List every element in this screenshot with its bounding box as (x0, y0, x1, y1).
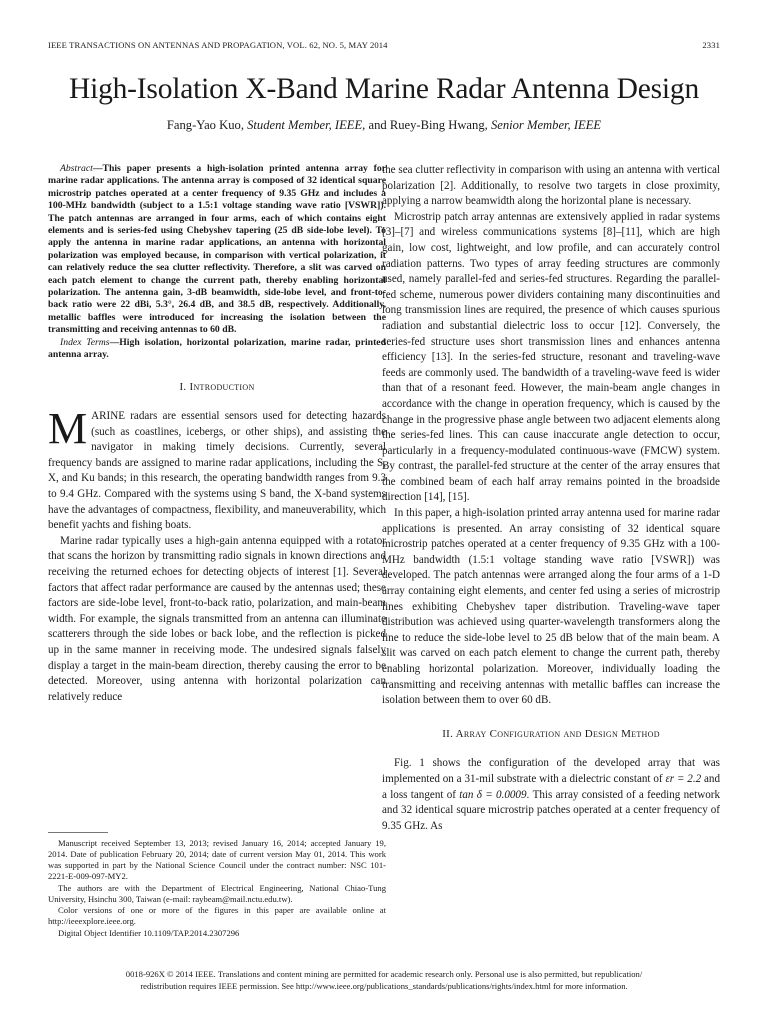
index-terms-label: Index Terms (60, 336, 110, 348)
s2-text-a: Fig. 1 shows the configuration of the developed array that was implemented on a 31-mil substrate with a dielectric constant of (382, 757, 720, 785)
intro-paragraph-1-text: ARINE radars are essential sensors used for detecting hazards (such as coastlines, icebergs, or other ships), and assisting the navigator in making timely decisions. Currently, several frequency bands are assigned to marine radar applications, including the S, X, and Ku bands; in this research, the operating bandwidth ranges from 9.3 to 9.4 GHz. Compared with the systems using S band, the X-band systems have the advantages of compactness, flexibility, and maneuverability, which benefit yachts and fishing boats. (48, 410, 386, 532)
loss-tangent-formula: tan δ = 0.0009 (459, 788, 527, 801)
abstract-dash: — (92, 163, 103, 174)
footnote-rule (48, 832, 108, 833)
index-terms (48, 337, 386, 362)
author-2-name: Ruey-Bing Hwang, (389, 118, 488, 132)
intro-paragraph-2: Marine radar typically uses a high-gain antenna equipped with a rotator that scans the horizon by transmitting radio signals in known directions and receiving the returned echoes for detecting objects of interest [1]. Several factors that affect radar performance are caused by the antennas used; these factors are side-lobe level, front-to-back ratio, polarization, and main-beam width. For example, the signals transmitted from an antenna can illuminate scatterers through the side lobes or back lobe, and the reflection is picked up in the same manner in receiving mode. The undesired signals falsely display a target in the main-beam direction, thereby causing the error to be detected. Moreover, using antenna with horizontal polarization can relatively reduce (48, 534, 386, 703)
drop-cap: M (48, 404, 88, 454)
footnote-color: Color versions of one or more of the figures in this paper are available online at http://ieeexplore.ieee.org. (48, 905, 386, 927)
intro-paragraph-2-cont: the sea clutter reflectivity in comparison with using an antenna with vertical polarization [2]. Additionally, to resolve two targets in close proximity, applying a narrow beamwidth along the horizontal plane is necessary. (382, 164, 720, 208)
abstract (48, 163, 386, 337)
copyright-notice (40, 968, 728, 992)
footnote-affiliation: The authors are with the Department of Electrical Engineering, National Chiao-Tung University, Hsinchu 300, Taiwan (e-mail: raybeam@mail.nctu.edu.tw). (48, 882, 386, 904)
copyright-line-1: 0018-926X © 2014 IEEE. Translations and content mining are permitted for academic research only. Personal use is also permitted, but republication/ (125, 969, 643, 979)
author-1-name: Fang-Yao Kuo, (166, 118, 244, 132)
footnotes (48, 838, 386, 940)
abstract-label: Abstract (60, 163, 93, 174)
running-header (48, 40, 720, 50)
paper-title: High-Isolation X-Band Marine Radar Antenna Design (68, 73, 700, 105)
author-1-role: Student Member, IEEE, (247, 118, 366, 132)
abstract-text: This paper presents a high-isolation printed antenna array for marine radar applications. The antenna array is composed of 32 identical square microstrip patches operated at a center frequency of 9.35 GHz and includes a 100-MHz bandwidth (subject to a 1.5:1 voltage standing wave ratio [VSWR]). The patch antennas are arranged in four arms, each of which contains eight elements and is series-fed using Chebyshev tapering (25 dB side-lobe level). To apply the antenna in marine radar applications, an antenna with horizontal polarization was employed because, in comparison with vertical polarization, it can relatively reduce the sea clutter reflectivity. Therefore, a slit was carved on each patch element to change the current path, thereby enabling horizontal polarization. The antenna gain, 3-dB beamwidth, side-lobe level, and front-to-back ratio were 22 dBi, 5.3°, 26.4 dB, and 38.5 dB, respectively. Additionally, metallic baffles were introduced for increasing the isolation between the transmitting and receiving antennas to 60 dB. (48, 163, 386, 336)
section-2-heading: II. Array Configuration and Design Method (442, 727, 660, 740)
left-column (48, 163, 386, 705)
author-2-role: Senior Member, IEEE (490, 118, 602, 132)
s2-text-b: and a loss tangent of (382, 772, 721, 801)
intro-paragraph-3: Microstrip patch array antennas are extensively applied in radar systems [3]–[7] and wireless communications systems [8]–[11], which are high gain, low cost, lightweight, and low profile, and can accurately control radiation patterns. Two types of array feeding structures are commonly used, namely parallel-fed and series-fed structures. Regarding the parallel-fed scheme, numerous power dividers containing many discontinuities and long transmission lines are required, the presence of which causes spurious radiation and substantial dielectric loss to occur [12]. Conversely, the series-fed structure uses short transmission lines and enhances antenna efficiency [13]. In the series-fed structure, resonant and traveling-wave feeds are commonly used. The bandwidth of a traveling-wave feed is wider than that of a resonant feed. However, the main-beam angle changes in accordance with the change in operation frequency, which is caused by the change in the progressive phase angle between two adjacent elements along the series-fed lines. This can cause inaccurate angle detection to occur, particularly in a frequency-modulated continuous-wave (FMCW) system. By contrast, the parallel-fed structure at the center of the array ensures that the combined beam of each half array remains pointed in the broadside direction [14], [15]. (382, 210, 720, 504)
journal-name: IEEE TRANSACTIONS ON ANTENNAS AND PROPAGATION, VOL. 62, NO. 5, MAY 2014 (48, 40, 388, 50)
intro-paragraph-4: In this paper, a high-isolation printed array antenna used for marine radar applications is presented. An array consisting of 32 identical square microstrip patches operated at a center frequency of 9.35 GHz with a 100-MHz bandwidth (1.5:1 voltage standing wave ratio [VSWR]) was developed. The patch antennas were arranged along the four arms of a 1-D array containing eight elements, and center fed using a series of microstrip lines exhibiting Chebyshev taper distribution. Traveling-wave taper distribution was achieved using quarter-wavelength transformers along the line to reduce the side-lobe level to 25 dB below that of the main beam. A slit was carved on each patch element to change the current path, thereby enabling horizontal polarization. Moreover, individually loading the transmitting and receiving antennas with metallic baffles can increase the isolation between them to over 60 dB. (382, 507, 720, 707)
section-1-heading: I. Introduction (179, 380, 255, 393)
epsilon-formula: εr = 2.2 (665, 772, 702, 785)
author-line (0, 118, 768, 133)
index-terms-dash: — (109, 336, 120, 348)
page-number: 2331 (702, 40, 720, 50)
s2-text-c: . This array consisted of a feeding network and 32 identical square microstrip patches operated at a center frequency of 9.35 GHz. As (382, 788, 720, 832)
footnote-manuscript: Manuscript received September 13, 2013; revised January 16, 2014; accepted January 19, 2014. Date of publication February 20, 2014; date of current version May 01, 2014. This work was supported in part by the National Science Council under the contract number: NSC 101-2221-E-009-097-MY2. (48, 838, 386, 881)
right-column (382, 163, 720, 834)
section-2-paragraph-1 (382, 756, 720, 834)
intro-paragraph-1 (48, 404, 386, 534)
footnote-doi: Digital Object Identifier 10.1109/TAP.2014.2307296 (58, 928, 240, 939)
copyright-line-2: redistribution requires IEEE permission. See http://www.ieee.org/publications_standards/publications/rights/index.html for more information. (140, 981, 628, 991)
index-terms-text: High isolation, horizontal polarization, marine radar, printed antenna array. (48, 336, 386, 361)
author-and: and (365, 118, 390, 132)
